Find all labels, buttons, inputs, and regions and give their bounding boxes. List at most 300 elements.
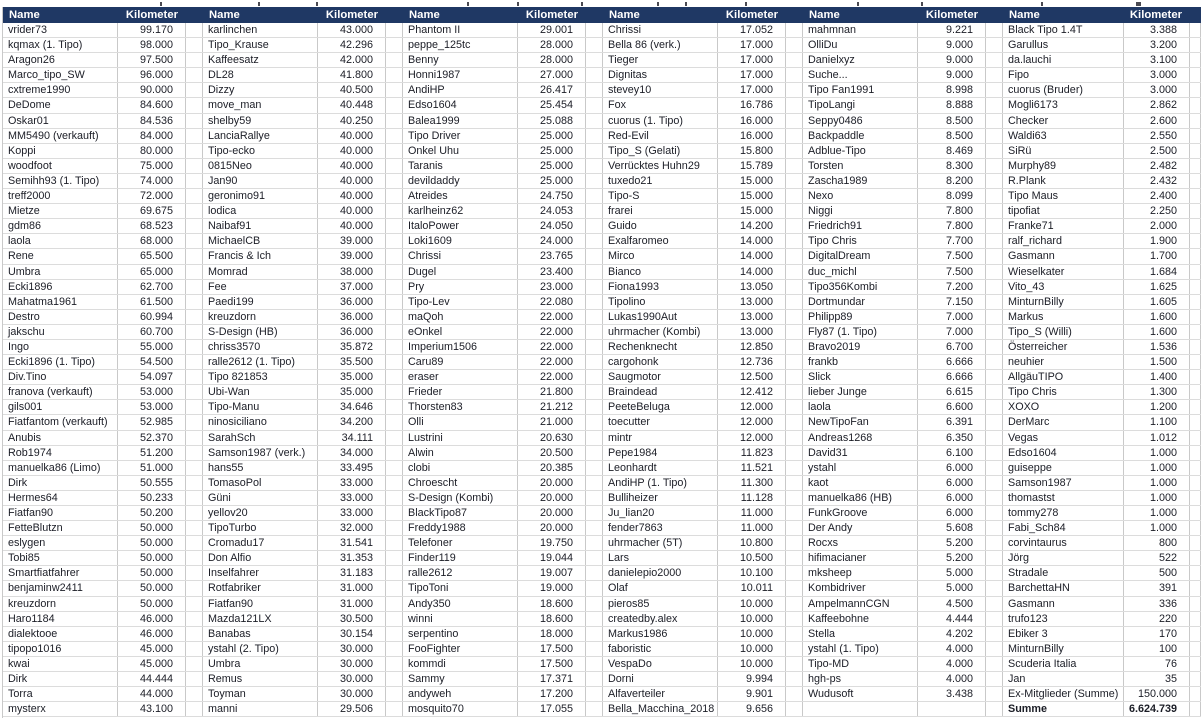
member-name-cell[interactable]: Cromadu17 <box>203 536 318 550</box>
member-name-cell[interactable]: Tipo-Manu <box>203 400 318 414</box>
kilometer-value-cell[interactable]: 30.000 <box>318 642 386 656</box>
kilometer-value-cell[interactable]: 23.000 <box>518 280 586 294</box>
member-name-cell[interactable]: Bianco <box>603 265 718 279</box>
kilometer-value-cell[interactable]: 69.675 <box>118 204 186 218</box>
member-name-cell[interactable]: Thorsten83 <box>403 400 518 414</box>
kilometer-value-cell[interactable]: 17.000 <box>718 68 786 82</box>
spacer-cell[interactable] <box>586 340 603 354</box>
member-name-cell[interactable]: Imperium1506 <box>403 340 518 354</box>
member-name-cell[interactable]: hans55 <box>203 461 318 475</box>
kilometer-value-cell[interactable]: 30.000 <box>318 687 386 701</box>
spacer-cell[interactable] <box>986 506 1003 520</box>
kilometer-value-cell[interactable]: 54.097 <box>118 370 186 384</box>
spacer-cell[interactable] <box>786 672 803 686</box>
spacer-cell[interactable] <box>186 83 203 97</box>
kilometer-value-cell[interactable]: 5.200 <box>918 536 986 550</box>
member-name-cell[interactable]: Bella_Macchina_2018 <box>603 702 718 716</box>
member-name-cell[interactable]: Telefoner <box>403 536 518 550</box>
member-name-cell[interactable]: duc_michl <box>803 265 918 279</box>
spacer-cell[interactable] <box>586 114 603 128</box>
kilometer-value-cell[interactable]: 20.385 <box>518 461 586 475</box>
kilometer-value-cell[interactable]: 19.000 <box>518 581 586 595</box>
member-name-cell[interactable]: Ex-Mitglieder (Summe) <box>1003 687 1124 701</box>
member-name-cell[interactable]: FetteBlutzn <box>3 521 118 535</box>
kilometer-value-cell[interactable]: 170 <box>1124 627 1190 641</box>
kilometer-value-cell[interactable]: 44.444 <box>118 672 186 686</box>
kilometer-value-cell[interactable]: 6.666 <box>918 370 986 384</box>
member-name-cell[interactable]: cuorus (Bruder) <box>1003 83 1124 97</box>
kilometer-value-cell[interactable]: 11.300 <box>718 476 786 490</box>
kilometer-value-cell[interactable]: 20.630 <box>518 431 586 445</box>
kilometer-value-cell[interactable]: 40.000 <box>318 189 386 203</box>
member-name-cell[interactable]: LanciaRallye <box>203 129 318 143</box>
spacer-cell[interactable] <box>1190 446 1201 460</box>
kilometer-value-cell[interactable]: 11.128 <box>718 491 786 505</box>
kilometer-value-cell[interactable]: 1.000 <box>1124 491 1190 505</box>
spacer-cell[interactable] <box>386 68 403 82</box>
member-name-cell[interactable]: Tieger <box>603 53 718 67</box>
spacer-cell[interactable] <box>386 400 403 414</box>
member-name-cell[interactable]: Markus1986 <box>603 627 718 641</box>
spacer-cell[interactable] <box>786 280 803 294</box>
spacer-cell[interactable] <box>386 340 403 354</box>
kilometer-value-cell[interactable]: 14.000 <box>718 265 786 279</box>
kilometer-value-cell[interactable]: 17.000 <box>718 38 786 52</box>
member-name-cell[interactable]: uhrmacher (Kombi) <box>603 325 718 339</box>
kilometer-value-cell[interactable]: 74.000 <box>118 174 186 188</box>
member-name-cell[interactable]: kwai <box>3 657 118 671</box>
kilometer-value-cell[interactable]: 99.170 <box>118 23 186 37</box>
kilometer-value-cell[interactable]: 60.994 <box>118 310 186 324</box>
spacer-cell[interactable] <box>386 204 403 218</box>
member-name-cell[interactable]: Jan90 <box>203 174 318 188</box>
spacer-cell[interactable] <box>186 144 203 158</box>
spacer-cell[interactable] <box>586 536 603 550</box>
spacer-cell[interactable] <box>786 144 803 158</box>
member-name-cell[interactable]: PeeteBeluga <box>603 400 718 414</box>
kilometer-value-cell[interactable]: 2.250 <box>1124 204 1190 218</box>
header-name-cell[interactable]: Name <box>1009 9 1040 21</box>
kilometer-value-cell[interactable]: 46.000 <box>118 612 186 626</box>
spacer-cell[interactable] <box>386 506 403 520</box>
spacer-cell[interactable] <box>386 310 403 324</box>
member-name-cell[interactable]: AllgäuTIPO <box>1003 370 1124 384</box>
member-name-cell[interactable]: kqmax (1. Tipo) <box>3 38 118 52</box>
spacer-cell[interactable] <box>186 340 203 354</box>
spacer-cell[interactable] <box>386 536 403 550</box>
kilometer-value-cell[interactable]: 17.371 <box>518 672 586 686</box>
kilometer-value-cell[interactable]: 1.000 <box>1124 461 1190 475</box>
spacer-cell[interactable] <box>586 310 603 324</box>
member-name-cell[interactable]: MinturnBilly <box>1003 295 1124 309</box>
spacer-cell[interactable] <box>786 68 803 82</box>
kilometer-value-cell[interactable]: 17.500 <box>518 642 586 656</box>
kilometer-value-cell[interactable]: 19.044 <box>518 551 586 565</box>
member-name-cell[interactable]: Frieder <box>403 385 518 399</box>
member-name-cell[interactable]: frarei <box>603 204 718 218</box>
member-name-cell[interactable]: TipoToni <box>403 581 518 595</box>
kilometer-value-cell[interactable]: 6.391 <box>918 415 986 429</box>
member-name-cell[interactable] <box>803 702 918 716</box>
member-name-cell[interactable]: Tipolino <box>603 295 718 309</box>
kilometer-value-cell[interactable]: 98.000 <box>118 38 186 52</box>
member-name-cell[interactable]: MichaelCB <box>203 234 318 248</box>
kilometer-value-cell[interactable]: 6.100 <box>918 446 986 460</box>
kilometer-value-cell[interactable]: 19.750 <box>518 536 586 550</box>
spacer-cell[interactable] <box>586 83 603 97</box>
kilometer-value-cell[interactable]: 24.050 <box>518 219 586 233</box>
spacer-cell[interactable] <box>986 536 1003 550</box>
member-name-cell[interactable]: Stradale <box>1003 566 1124 580</box>
spacer-cell[interactable] <box>586 581 603 595</box>
member-name-cell[interactable]: Fabi_Sch84 <box>1003 521 1124 535</box>
member-name-cell[interactable]: mksheep <box>803 566 918 580</box>
kilometer-value-cell[interactable]: 76 <box>1124 657 1190 671</box>
spacer-cell[interactable] <box>786 204 803 218</box>
member-name-cell[interactable]: Taranis <box>403 159 518 173</box>
member-name-cell[interactable]: Fox <box>603 98 718 112</box>
member-name-cell[interactable]: hifimacianer <box>803 551 918 565</box>
header-kilometer-cell[interactable]: Kilometer <box>525 9 578 21</box>
kilometer-value-cell[interactable]: 84.000 <box>118 129 186 143</box>
spacer-cell[interactable] <box>986 325 1003 339</box>
kilometer-value-cell[interactable]: 65.000 <box>118 265 186 279</box>
spacer-cell[interactable] <box>1190 672 1201 686</box>
kilometer-value-cell[interactable]: 25.088 <box>518 114 586 128</box>
spacer-cell[interactable] <box>986 23 1003 37</box>
kilometer-value-cell[interactable]: 6.600 <box>918 400 986 414</box>
spacer-cell[interactable] <box>586 597 603 611</box>
kilometer-value-cell[interactable]: 10.000 <box>718 612 786 626</box>
spacer-cell[interactable] <box>186 265 203 279</box>
kilometer-value-cell[interactable]: 22.000 <box>518 340 586 354</box>
spacer-cell[interactable] <box>1190 310 1201 324</box>
spacer-cell[interactable] <box>586 566 603 580</box>
spacer-cell[interactable] <box>1190 38 1201 52</box>
kilometer-value-cell[interactable]: 40.000 <box>318 159 386 173</box>
member-name-cell[interactable]: manuelka86 (HB) <box>803 491 918 505</box>
spacer-cell[interactable] <box>386 144 403 158</box>
kilometer-value-cell[interactable]: 10.000 <box>718 627 786 641</box>
kilometer-value-cell[interactable]: 51.000 <box>118 461 186 475</box>
member-name-cell[interactable]: Samson1987 (verk.) <box>203 446 318 460</box>
kilometer-value-cell[interactable]: 51.200 <box>118 446 186 460</box>
member-name-cell[interactable]: createdby.alex <box>603 612 718 626</box>
kilometer-value-cell[interactable]: 4.000 <box>918 657 986 671</box>
kilometer-value-cell[interactable]: 4.000 <box>918 672 986 686</box>
member-name-cell[interactable]: AndiHP (1. Tipo) <box>603 476 718 490</box>
kilometer-value-cell[interactable]: 25.000 <box>518 144 586 158</box>
kilometer-value-cell[interactable]: 6.615 <box>918 385 986 399</box>
spacer-cell[interactable] <box>786 129 803 143</box>
spacer-cell[interactable] <box>786 114 803 128</box>
member-name-cell[interactable]: Saugmotor <box>603 370 718 384</box>
kilometer-value-cell[interactable]: 13.000 <box>718 295 786 309</box>
member-name-cell[interactable]: treff2000 <box>3 189 118 203</box>
spacer-cell[interactable] <box>986 280 1003 294</box>
kilometer-value-cell[interactable]: 17.200 <box>518 687 586 701</box>
kilometer-value-cell[interactable]: 62.700 <box>118 280 186 294</box>
kilometer-value-cell[interactable]: 50.555 <box>118 476 186 490</box>
kilometer-value-cell[interactable]: 1.500 <box>1124 355 1190 369</box>
spacer-cell[interactable] <box>386 597 403 611</box>
member-name-cell[interactable]: Exalfaromeo <box>603 234 718 248</box>
member-name-cell[interactable]: Leonhardt <box>603 461 718 475</box>
member-name-cell[interactable]: toecutter <box>603 415 718 429</box>
spacer-cell[interactable] <box>1190 597 1201 611</box>
spacer-cell[interactable] <box>186 657 203 671</box>
member-name-cell[interactable]: Don Alfio <box>203 551 318 565</box>
spacer-cell[interactable] <box>186 189 203 203</box>
kilometer-value-cell[interactable]: 96.000 <box>118 68 186 82</box>
member-name-cell[interactable]: Suche... <box>803 68 918 82</box>
member-name-cell[interactable]: Vito_43 <box>1003 280 1124 294</box>
kilometer-value-cell[interactable]: 22.080 <box>518 295 586 309</box>
spacer-cell[interactable] <box>786 687 803 701</box>
kilometer-value-cell[interactable]: 9.994 <box>718 672 786 686</box>
spacer-cell[interactable] <box>186 551 203 565</box>
kilometer-value-cell[interactable]: 7.150 <box>918 295 986 309</box>
spacer-cell[interactable] <box>386 83 403 97</box>
spacer-cell[interactable] <box>186 280 203 294</box>
kilometer-value-cell[interactable]: 37.000 <box>318 280 386 294</box>
member-name-cell[interactable]: Francis & Ich <box>203 249 318 263</box>
header-kilometer-cell[interactable]: Kilometer <box>925 9 978 21</box>
kilometer-value-cell[interactable]: 24.053 <box>518 204 586 218</box>
spacer-cell[interactable] <box>1190 431 1201 445</box>
member-name-cell[interactable]: shelby59 <box>203 114 318 128</box>
kilometer-value-cell[interactable]: 12.412 <box>718 385 786 399</box>
member-name-cell[interactable]: corvintaurus <box>1003 536 1124 550</box>
spacer-cell[interactable] <box>586 265 603 279</box>
kilometer-value-cell[interactable]: 45.000 <box>118 642 186 656</box>
kilometer-value-cell[interactable]: 10.100 <box>718 566 786 580</box>
spacer-cell[interactable] <box>186 310 203 324</box>
spacer-cell[interactable] <box>986 38 1003 52</box>
spacer-cell[interactable] <box>586 521 603 535</box>
spacer-cell[interactable] <box>186 612 203 626</box>
member-name-cell[interactable]: Smartfiatfahrer <box>3 566 118 580</box>
kilometer-value-cell[interactable]: 29.506 <box>318 702 386 716</box>
kilometer-value-cell[interactable]: 3.100 <box>1124 53 1190 67</box>
spacer-cell[interactable] <box>186 536 203 550</box>
spacer-cell[interactable] <box>386 612 403 626</box>
member-name-cell[interactable]: AndiHP <box>403 83 518 97</box>
member-name-cell[interactable]: vrider73 <box>3 23 118 37</box>
kilometer-value-cell[interactable]: 36.000 <box>318 295 386 309</box>
spacer-cell[interactable] <box>1190 385 1201 399</box>
member-name-cell[interactable]: jakschu <box>3 325 118 339</box>
member-name-cell[interactable]: Aragon26 <box>3 53 118 67</box>
kilometer-value-cell[interactable]: 4.000 <box>918 642 986 656</box>
spacer-cell[interactable] <box>386 280 403 294</box>
member-name-cell[interactable]: SarahSch <box>203 431 318 445</box>
kilometer-value-cell[interactable]: 6.350 <box>918 431 986 445</box>
spacer-cell[interactable] <box>986 310 1003 324</box>
member-name-cell[interactable]: DL28 <box>203 68 318 82</box>
member-name-cell[interactable]: laola <box>3 234 118 248</box>
spacer-cell[interactable] <box>986 446 1003 460</box>
spacer-cell[interactable] <box>1190 581 1201 595</box>
kilometer-value-cell[interactable]: 2.600 <box>1124 114 1190 128</box>
kilometer-value-cell[interactable]: 1.625 <box>1124 280 1190 294</box>
kilometer-value-cell[interactable]: 30.000 <box>318 672 386 686</box>
kilometer-value-cell[interactable]: 35.500 <box>318 355 386 369</box>
kilometer-value-cell[interactable]: 14.000 <box>718 234 786 248</box>
spacer-cell[interactable] <box>386 249 403 263</box>
member-name-cell[interactable]: Der Andy <box>803 521 918 535</box>
kilometer-value-cell[interactable]: 1.000 <box>1124 506 1190 520</box>
kilometer-value-cell[interactable]: 50.000 <box>118 597 186 611</box>
spacer-cell[interactable] <box>1190 295 1201 309</box>
member-name-cell[interactable]: DigitalDream <box>803 249 918 263</box>
kilometer-value-cell[interactable]: 17.055 <box>518 702 586 716</box>
kilometer-value-cell[interactable]: 4.202 <box>918 627 986 641</box>
kilometer-value-cell[interactable]: 35 <box>1124 672 1190 686</box>
spacer-cell[interactable] <box>586 491 603 505</box>
member-name-cell[interactable]: Dizzy <box>203 83 318 97</box>
spacer-cell[interactable] <box>1190 612 1201 626</box>
member-name-cell[interactable]: Gasmann <box>1003 597 1124 611</box>
member-name-cell[interactable]: eOnkel <box>403 325 518 339</box>
member-name-cell[interactable]: Philipp89 <box>803 310 918 324</box>
spacer-cell[interactable] <box>186 295 203 309</box>
spacer-cell[interactable] <box>186 506 203 520</box>
member-name-cell[interactable]: Oskar01 <box>3 114 118 128</box>
kilometer-value-cell[interactable]: 6.700 <box>918 340 986 354</box>
member-name-cell[interactable]: Franke71 <box>1003 219 1124 233</box>
spacer-cell[interactable] <box>986 114 1003 128</box>
member-name-cell[interactable]: lieber Junge <box>803 385 918 399</box>
kilometer-value-cell[interactable]: 36.000 <box>318 310 386 324</box>
kilometer-value-cell[interactable]: 60.700 <box>118 325 186 339</box>
member-name-cell[interactable]: Anubis <box>3 431 118 445</box>
kilometer-value-cell[interactable]: 9.000 <box>918 68 986 82</box>
kilometer-value-cell[interactable]: 72.000 <box>118 189 186 203</box>
spacer-cell[interactable] <box>786 551 803 565</box>
spacer-cell[interactable] <box>586 68 603 82</box>
kilometer-value-cell[interactable]: 18.600 <box>518 597 586 611</box>
spacer-cell[interactable] <box>186 446 203 460</box>
member-name-cell[interactable]: Tipo-MD <box>803 657 918 671</box>
spacer-cell[interactable] <box>986 566 1003 580</box>
kilometer-value-cell[interactable]: 50.000 <box>118 551 186 565</box>
spacer-cell[interactable] <box>786 98 803 112</box>
member-name-cell[interactable]: Dirk <box>3 476 118 490</box>
kilometer-value-cell[interactable]: 30.500 <box>318 612 386 626</box>
kilometer-value-cell[interactable]: 15.000 <box>718 174 786 188</box>
member-name-cell[interactable]: Dignitas <box>603 68 718 82</box>
spacer-cell[interactable] <box>386 38 403 52</box>
spacer-cell[interactable] <box>586 159 603 173</box>
kilometer-value-cell[interactable]: 7.500 <box>918 265 986 279</box>
kilometer-value-cell[interactable]: 43.100 <box>118 702 186 716</box>
member-name-cell[interactable]: Österreicher <box>1003 340 1124 354</box>
kilometer-value-cell[interactable]: 22.000 <box>518 325 586 339</box>
spacer-cell[interactable] <box>186 325 203 339</box>
spacer-cell[interactable] <box>386 219 403 233</box>
header-name-cell[interactable]: Name <box>609 9 640 21</box>
kilometer-value-cell[interactable]: 40.000 <box>318 144 386 158</box>
member-name-cell[interactable]: Vegas <box>1003 431 1124 445</box>
kilometer-value-cell[interactable]: 1.600 <box>1124 325 1190 339</box>
spacer-cell[interactable] <box>186 642 203 656</box>
member-name-cell[interactable]: Nexo <box>803 189 918 203</box>
kilometer-value-cell[interactable]: 65.500 <box>118 249 186 263</box>
member-name-cell[interactable]: Rocxs <box>803 536 918 550</box>
kilometer-value-cell[interactable]: 61.500 <box>118 295 186 309</box>
spacer-cell[interactable] <box>386 189 403 203</box>
kilometer-value-cell[interactable]: 522 <box>1124 551 1190 565</box>
spacer-cell[interactable] <box>186 415 203 429</box>
kilometer-value-cell[interactable]: 3.000 <box>1124 68 1190 82</box>
member-name-cell[interactable]: Ebiker 3 <box>1003 627 1124 641</box>
spacer-cell[interactable] <box>386 234 403 248</box>
spacer-cell[interactable] <box>986 476 1003 490</box>
member-name-cell[interactable]: Inselfahrer <box>203 566 318 580</box>
member-name-cell[interactable]: TipoTurbo <box>203 521 318 535</box>
kilometer-value-cell[interactable]: 50.000 <box>118 581 186 595</box>
spacer-cell[interactable] <box>786 310 803 324</box>
kilometer-value-cell[interactable]: 22.000 <box>518 310 586 324</box>
spacer-cell[interactable] <box>786 340 803 354</box>
kilometer-value-cell[interactable]: 42.296 <box>318 38 386 52</box>
member-name-cell[interactable]: trufo123 <box>1003 612 1124 626</box>
member-name-cell[interactable]: Ubi-Wan <box>203 385 318 399</box>
spacer-cell[interactable] <box>386 265 403 279</box>
member-name-cell[interactable]: Tipo Driver <box>403 129 518 143</box>
member-name-cell[interactable]: Ecki1896 (1. Tipo) <box>3 355 118 369</box>
member-name-cell[interactable]: karlinchen <box>203 23 318 37</box>
kilometer-value-cell[interactable]: 18.600 <box>518 612 586 626</box>
member-name-cell[interactable]: Scuderia Italia <box>1003 657 1124 671</box>
kilometer-value-cell[interactable]: 21.212 <box>518 400 586 414</box>
spacer-cell[interactable] <box>386 461 403 475</box>
spacer-cell[interactable] <box>1190 249 1201 263</box>
member-name-cell[interactable]: Waldi63 <box>1003 129 1124 143</box>
kilometer-value-cell[interactable]: 45.000 <box>118 657 186 671</box>
spacer-cell[interactable] <box>1190 23 1201 37</box>
spacer-cell[interactable] <box>1190 280 1201 294</box>
kilometer-value-cell[interactable]: 50.000 <box>118 566 186 580</box>
kilometer-value-cell[interactable]: 6.000 <box>918 491 986 505</box>
spacer-cell[interactable] <box>386 174 403 188</box>
member-name-cell[interactable]: gdm86 <box>3 219 118 233</box>
member-name-cell[interactable]: neuhier <box>1003 355 1124 369</box>
member-name-cell[interactable]: Summe <box>1003 702 1124 716</box>
spacer-cell[interactable] <box>786 219 803 233</box>
kilometer-value-cell[interactable]: 19.007 <box>518 566 586 580</box>
spacer-cell[interactable] <box>786 536 803 550</box>
spacer-cell[interactable] <box>186 400 203 414</box>
kilometer-value-cell[interactable]: 80.000 <box>118 144 186 158</box>
kilometer-value-cell[interactable]: 50.200 <box>118 506 186 520</box>
spacer-cell[interactable] <box>986 627 1003 641</box>
spacer-cell[interactable] <box>186 234 203 248</box>
kilometer-value-cell[interactable]: 23.765 <box>518 249 586 263</box>
member-name-cell[interactable]: lodica <box>203 204 318 218</box>
spacer-cell[interactable] <box>1190 204 1201 218</box>
spacer-cell[interactable] <box>586 325 603 339</box>
member-name-cell[interactable]: tuxedo21 <box>603 174 718 188</box>
spacer-cell[interactable] <box>786 355 803 369</box>
kilometer-value-cell[interactable]: 40.250 <box>318 114 386 128</box>
member-name-cell[interactable]: Ju_lian20 <box>603 506 718 520</box>
kilometer-value-cell[interactable]: 1.700 <box>1124 249 1190 263</box>
member-name-cell[interactable]: devildaddy <box>403 174 518 188</box>
member-name-cell[interactable]: Jan <box>1003 672 1124 686</box>
spacer-cell[interactable] <box>386 581 403 595</box>
